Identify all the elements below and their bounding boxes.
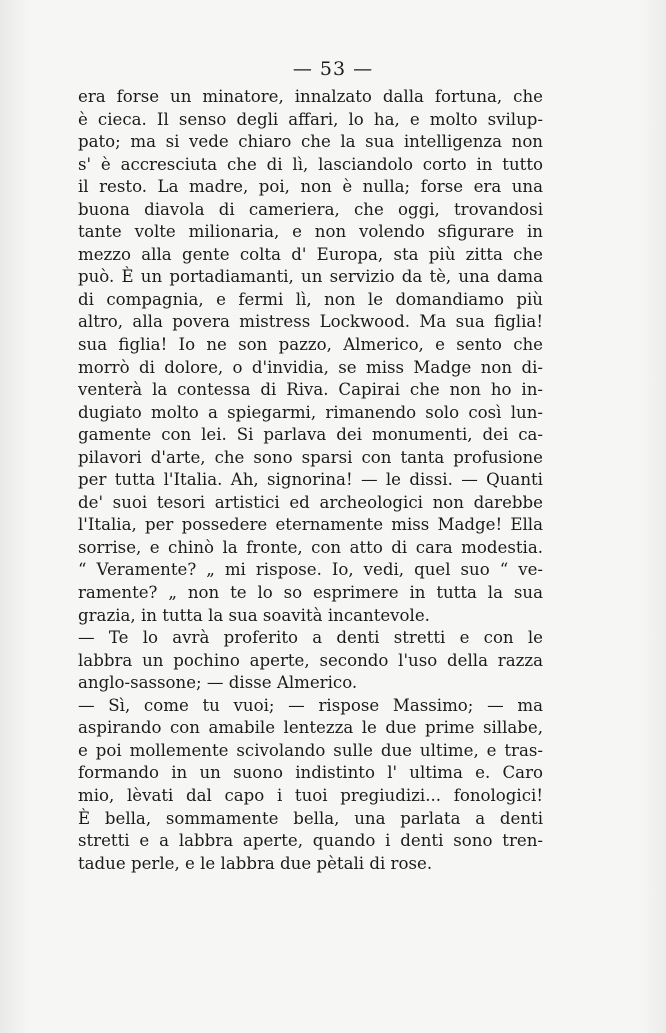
text-line: — Te lo avrà proferito a denti stretti e con le: [78, 628, 543, 648]
text-line: stretti e a labbra aperte, quando i denti sono tren-: [78, 831, 543, 851]
text-line: può. È un portadiamanti, un servizio da tè, una dama: [78, 267, 543, 287]
text-line: sorrise, e chinò la fronte, con atto di cara modestia.: [78, 537, 543, 557]
page-number: — 53 —: [292, 58, 374, 80]
text-line: tante volte milionaria, e non volendo sfigurare in: [78, 222, 543, 242]
text-line: era forse un minatore, innalzato dalla fortuna, che: [78, 87, 543, 106]
text-line: mezzo alla gente colta d' Europa, sta più zitta che: [78, 244, 543, 264]
text-line: venterà la contessa di Riva. Capirai che non ho in-: [78, 380, 543, 400]
text-line: buona diavola di cameriera, che oggi, trovandosi: [78, 199, 543, 219]
text-line: anglo-sassone; — disse Almerico.: [78, 673, 358, 693]
text-line: di compagnia, e fermi lì, non le domandiamo più: [78, 289, 543, 309]
text-line: pilavori d'arte, che sono sparsi con tanta profusione: [78, 447, 543, 467]
text-line: e poi mollemente scivolando sulle due ultime, e tras-: [78, 740, 543, 760]
text-line: de' suoi tesori artistici ed archeologici non darebbe: [78, 492, 543, 512]
text-line: aspirando con amabile lentezza le due prime sillabe,: [78, 718, 543, 738]
text-line: ramente? „ non te lo so esprimere in tutta la sua: [78, 583, 543, 603]
text-line: formando in un suono indistinto l' ultima e. Caro: [78, 763, 543, 783]
text-line: pato; ma si vede chiaro che la sua intelligenza non: [78, 132, 543, 152]
text-line: dugiato molto a spiegarmi, rimanendo solo così lun-: [78, 402, 543, 422]
body-text: [78, 86, 543, 875]
text-line: morrò di dolore, o d'invidia, se miss Madge non di-: [78, 357, 543, 377]
text-line: il resto. La madre, poi, non è nulla; forse era una: [78, 177, 543, 197]
text-line: È bella, sommamente bella, una parlata a denti: [78, 808, 543, 828]
text-line: labbra un pochino aperte, secondo l'uso della razza: [78, 650, 543, 670]
text-line: è cieca. Il senso degli affari, lo ha, e molto svilup-: [78, 109, 543, 129]
text-line: sua figlia! Io ne son pazzo, Almerico, e sento che: [78, 335, 543, 355]
text-line: per tutta l'Italia. Ah, signorina! — le dissi. — Quanti: [78, 470, 543, 490]
text-line: grazia, in tutta la sua soavità incantevole.: [78, 605, 430, 625]
text-line: “ Veramente? „ mi rispose. Io, vedi, quel suo “ ve-: [78, 560, 543, 580]
text-line: s' è accresciuta che di lì, lasciandolo corto in tutto: [78, 154, 543, 174]
text-line: l'Italia, per possedere eternamente miss Madge! Ella: [78, 515, 543, 535]
text-line: — Sì, come tu vuoi; — rispose Massimo; — ma: [78, 695, 543, 715]
text-line: mio, lèvati dal capo i tuoi pregiudizi... fonologici!: [78, 785, 543, 805]
text-line: altro, alla povera mistress Lockwood. Ma sua figlia!: [78, 312, 543, 332]
text-line: tadue perle, e le labbra due pètali di rose.: [78, 853, 433, 873]
text-line: gamente con lei. Si parlava dei monumenti, dei ca-: [78, 425, 543, 445]
